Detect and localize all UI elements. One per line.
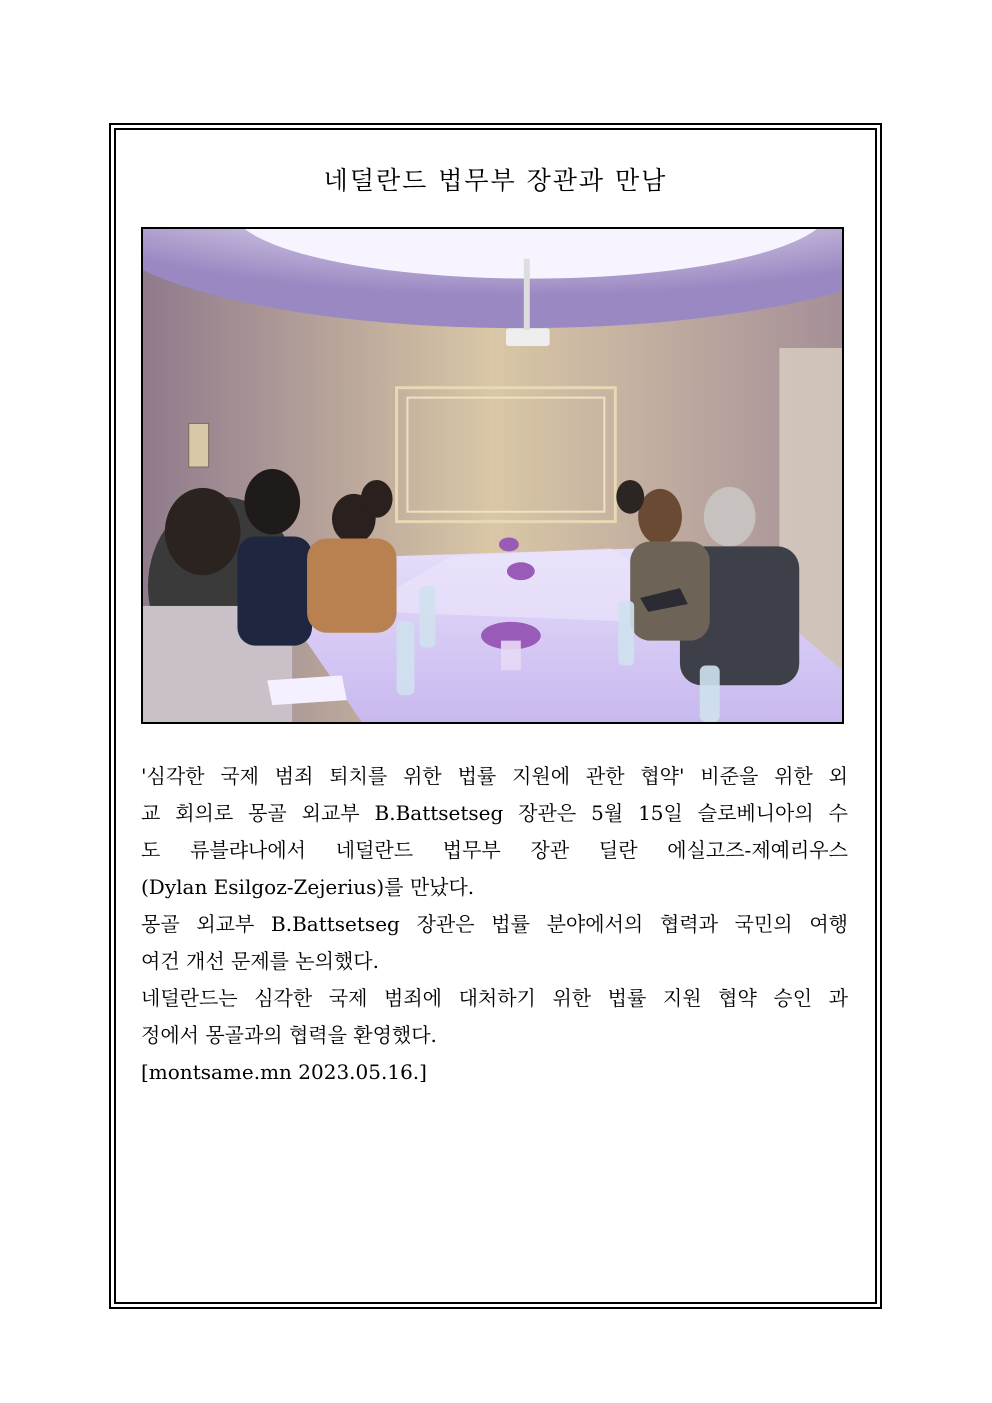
text-word: 국민의 (734, 912, 793, 936)
source-citation: [montsame.mn 2023.05.16.] (141, 1060, 427, 1084)
text-word: 관한 (585, 764, 625, 788)
meeting-photo (141, 227, 844, 724)
paragraph-3-line-2: 정에서 몽골과의 협력을 환영했다. (141, 1023, 437, 1047)
text-word: '심각한 (141, 764, 205, 788)
text-word: 지원 (662, 986, 702, 1010)
text-word: 15일 (638, 801, 683, 825)
text-word: 범죄 (274, 764, 314, 788)
text-word: B.Battsetseg (374, 801, 504, 825)
text-word: 장관은 (518, 801, 577, 825)
text-word: 외교부 (196, 912, 255, 936)
paragraph-1-line-2 (141, 795, 848, 832)
text-word: 승인 (773, 986, 813, 1010)
text-word: 위한 (403, 764, 442, 788)
paragraph-2-line-2: 여건 개선 문제를 논의했다. (141, 949, 379, 973)
text-word: 법무부 (442, 838, 501, 862)
page-border (109, 123, 882, 1309)
text-word: 회의로 (175, 801, 234, 825)
text-word: 심각한 (254, 986, 313, 1010)
text-word: 법률 (491, 912, 530, 936)
paragraph-1-line-3 (141, 832, 848, 869)
text-word: 여행 (809, 912, 848, 936)
text-word: 장관 (530, 838, 570, 862)
page-title: 네덜란드 법무부 장관과 만남 (323, 166, 668, 195)
text-word: 국제 (220, 764, 259, 788)
text-word: 에실고즈-제예리우스 (667, 838, 848, 862)
text-word: 협약 (718, 986, 757, 1010)
text-word: 비준을 (700, 764, 759, 788)
text-word: 류블랴나에서 (190, 838, 306, 862)
paragraph-3-line-1 (141, 980, 848, 1017)
text-word: 몽골 (248, 801, 287, 825)
text-word: 5월 (591, 801, 624, 825)
text-word: 지원에 (512, 764, 571, 788)
text-word: 슬로베니아의 (697, 801, 814, 825)
text-word: 위한 (774, 764, 813, 788)
text-word: 외교부 (301, 801, 360, 825)
text-word: 범죄에 (384, 986, 442, 1010)
meeting-photo-illustration (143, 229, 842, 722)
text-word: 국제 (328, 986, 368, 1010)
text-word: 협약' (640, 764, 685, 788)
text-word: 퇴치를 (329, 764, 388, 788)
paragraph-2-line-1 (141, 906, 848, 943)
text-word: 수 (828, 801, 848, 825)
text-word: 법률 (457, 764, 497, 788)
text-word: 협력과 (659, 912, 718, 936)
text-word: 도 (141, 838, 161, 862)
article-body (141, 758, 848, 1091)
text-word: 대처하기 (458, 986, 536, 1010)
text-word: 과 (828, 986, 848, 1010)
text-word: 분야에서의 (546, 912, 644, 936)
text-word: 위한 (552, 986, 592, 1010)
text-word: 네덜란드는 (141, 986, 238, 1010)
text-word: 장관은 (416, 912, 475, 936)
paragraph-1-line-1 (141, 758, 848, 795)
text-word: 네덜란드 (335, 838, 414, 862)
text-word: 외 (828, 764, 848, 788)
text-word: 법률 (607, 986, 647, 1010)
text-word: 딜란 (598, 838, 638, 862)
text-word: 교 (141, 801, 161, 825)
text-word: 몽골 (141, 912, 180, 936)
text-word: B.Battsetseg (271, 912, 400, 936)
paragraph-1-line-4: (Dylan Esilgoz-Zejerius)를 만났다. (141, 875, 475, 899)
